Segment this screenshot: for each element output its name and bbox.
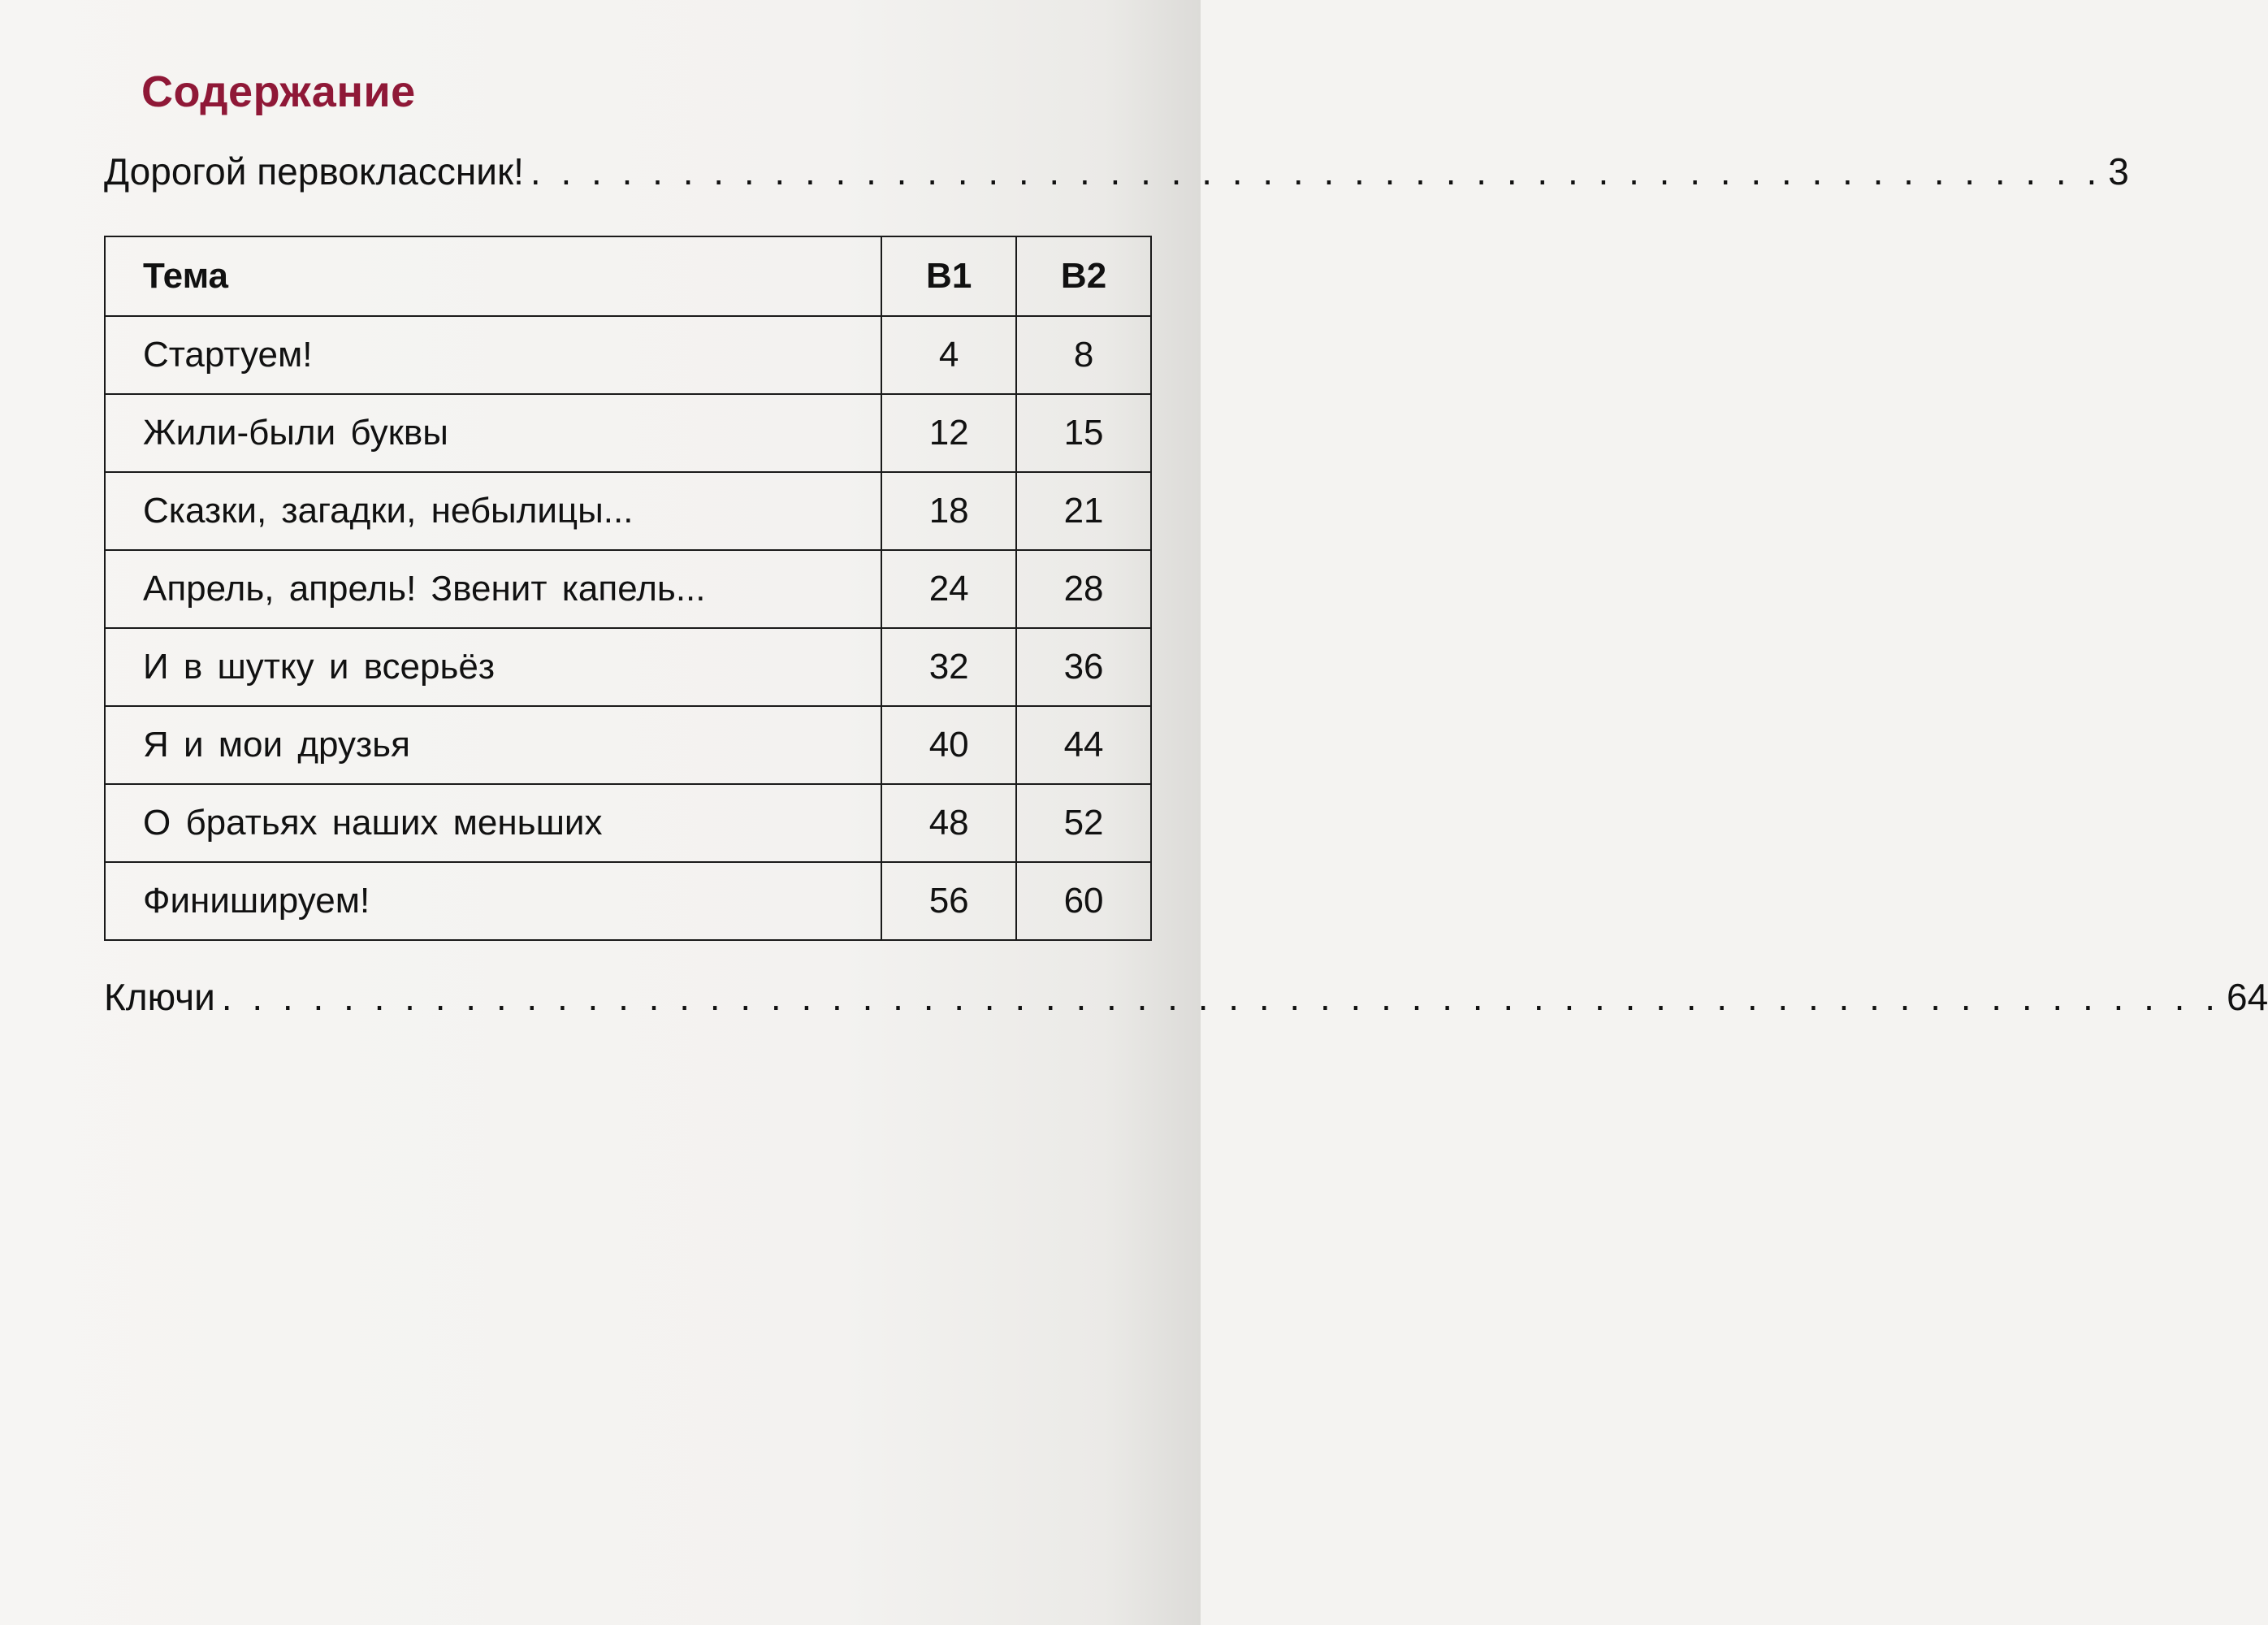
row-variant-2-page: 28 bbox=[1016, 550, 1151, 628]
row-topic: Я и мои друзья bbox=[105, 706, 881, 784]
row-variant-2-page: 21 bbox=[1016, 472, 1151, 550]
row-variant-1-page: 12 bbox=[881, 394, 1016, 472]
row-variant-1-page: 32 bbox=[881, 628, 1016, 706]
row-topic: О братьях наших меньших bbox=[105, 784, 881, 862]
table-row bbox=[105, 628, 1151, 706]
toc-entry-page: 3 bbox=[2108, 150, 2129, 193]
table-row bbox=[105, 394, 1151, 472]
table-row bbox=[105, 550, 1151, 628]
toc-entry-intro bbox=[104, 150, 2129, 193]
row-topic: И в шутку и всерьёз bbox=[105, 628, 881, 706]
row-variant-2-page: 8 bbox=[1016, 316, 1151, 394]
table-row bbox=[105, 316, 1151, 394]
toc-entry-label: Дорогой первоклассник! bbox=[104, 150, 524, 193]
row-topic: Апрель, апрель! Звенит капель... bbox=[105, 550, 881, 628]
row-variant-1-page: 40 bbox=[881, 706, 1016, 784]
row-variant-1-page: 48 bbox=[881, 784, 1016, 862]
page-title: Содержание bbox=[141, 67, 416, 116]
contents-table bbox=[104, 236, 1152, 941]
row-variant-1-page: 4 bbox=[881, 316, 1016, 394]
row-variant-2-page: 15 bbox=[1016, 394, 1151, 472]
row-topic: Стартуем! bbox=[105, 316, 881, 394]
row-topic: Жили-были буквы bbox=[105, 394, 881, 472]
row-variant-1-page: 56 bbox=[881, 862, 1016, 940]
dot-leader: . . . . . . . . . . . . . . . . . . . . . . . . . . . . . . . . . . . . . . . . . . . . . . . . . . . . . . . . . . . . . . . . . . bbox=[221, 976, 2221, 1018]
header-variant-1: В1 bbox=[881, 236, 1016, 316]
row-variant-1-page: 18 bbox=[881, 472, 1016, 550]
row-variant-2-page: 44 bbox=[1016, 706, 1151, 784]
table-row bbox=[105, 862, 1151, 940]
toc-entry-keys bbox=[104, 975, 2268, 1019]
header-topic: Тема bbox=[105, 236, 881, 316]
row-topic: Финишируем! bbox=[105, 862, 881, 940]
row-variant-2-page: 52 bbox=[1016, 784, 1151, 862]
table-row bbox=[105, 706, 1151, 784]
header-variant-2: В2 bbox=[1016, 236, 1151, 316]
row-variant-2-page: 36 bbox=[1016, 628, 1151, 706]
table-header-row bbox=[105, 236, 1151, 316]
row-topic: Сказки, загадки, небылицы... bbox=[105, 472, 881, 550]
table-row bbox=[105, 784, 1151, 862]
row-variant-1-page: 24 bbox=[881, 550, 1016, 628]
toc-entry-page: 64 bbox=[2227, 976, 2268, 1018]
row-variant-2-page: 60 bbox=[1016, 862, 1151, 940]
table-row bbox=[105, 472, 1151, 550]
dot-leader: . . . . . . . . . . . . . . . . . . . . . . . . . . . . . . . . . . . . . . . . . . . . . . . . . . . . bbox=[530, 150, 2102, 193]
toc-entry-label: Ключи bbox=[104, 976, 215, 1018]
